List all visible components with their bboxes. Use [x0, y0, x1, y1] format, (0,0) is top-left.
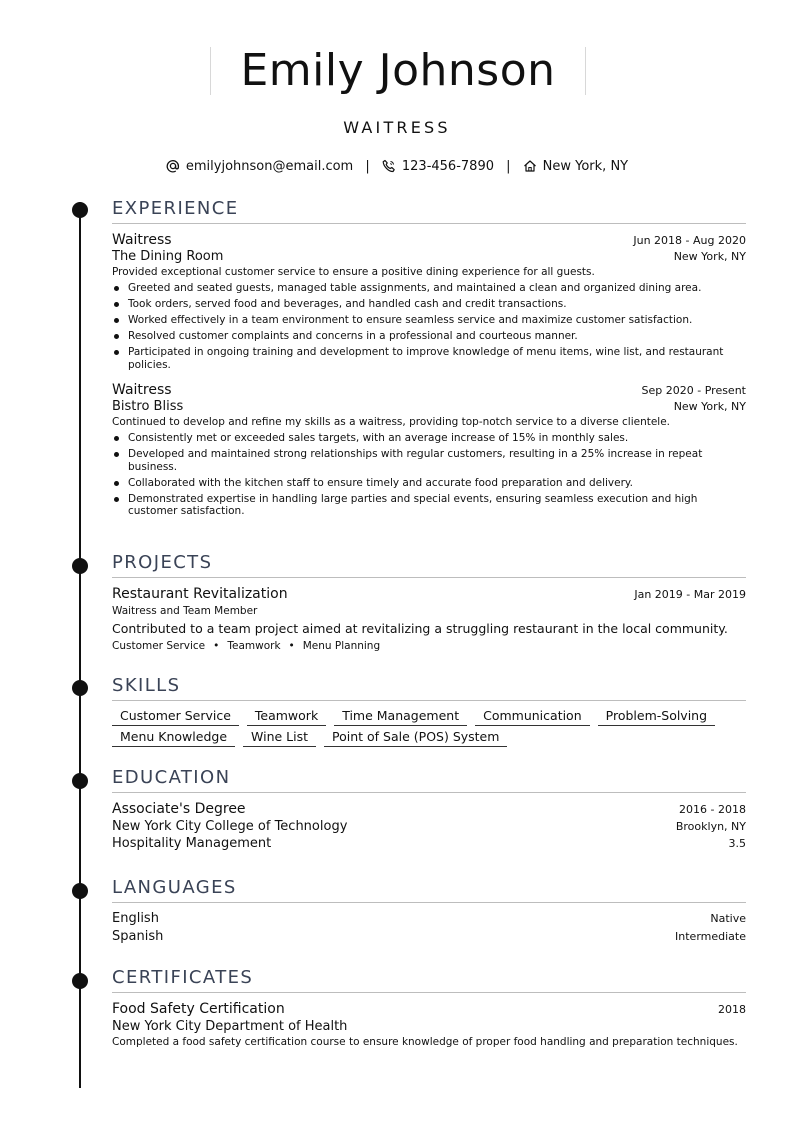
timeline-dot: [72, 558, 88, 574]
experience-title: Waitress: [112, 232, 172, 248]
skill-tag: Problem-Solving: [598, 707, 715, 726]
list-item: Resolved customer complaints and concerns in a professional and courteous manner.: [112, 330, 746, 343]
experience-entry: [112, 232, 746, 371]
education-field: Hospitality Management: [112, 836, 272, 851]
education-school: New York City College of Technology: [112, 819, 348, 834]
experience-location: New York, NY: [673, 400, 746, 413]
skill-tag: Menu Knowledge: [112, 728, 235, 747]
list-item: Demonstrated expertise in handling large parties and special events, ensuring seamless execution and high customer satisfaction.: [112, 493, 746, 518]
education-dates: 2016 - 2018: [679, 803, 746, 816]
keyword-separator: •: [288, 640, 295, 652]
list-item: Participated in ongoing training and development to improve knowledge of menu items, wine list, and restaurant policies.: [112, 346, 746, 371]
experience-dates: Sep 2020 - Present: [641, 384, 746, 397]
project-name: Restaurant Revitalization: [112, 586, 288, 602]
experience-company: The Dining Room: [112, 249, 224, 264]
project-dates: Jan 2019 - Mar 2019: [634, 588, 746, 601]
skill-tag: Wine List: [243, 728, 316, 747]
at-icon: [166, 159, 180, 177]
contact-line: [0, 159, 794, 177]
candidate-name: Emily Johnson: [240, 45, 556, 96]
contact-email[interactable]: emilyjohnson@email.com: [185, 159, 354, 174]
section-title: EDUCATION: [112, 766, 746, 793]
skill-tag: Communication: [475, 707, 590, 726]
contact-separator: |: [506, 159, 511, 174]
skills-list: [112, 707, 746, 747]
timeline-dot: [72, 680, 88, 696]
section-title: SKILLS: [112, 674, 746, 701]
timeline-line: [79, 202, 81, 1088]
timeline-dot: [72, 773, 88, 789]
education-degree: Associate's Degree: [112, 801, 246, 817]
experience-section: [112, 197, 746, 521]
experience-bullets: [112, 282, 746, 371]
section-title: CERTIFICATES: [112, 966, 746, 993]
project-keyword: Teamwork: [227, 640, 281, 652]
timeline-dot: [72, 883, 88, 899]
name-block: [210, 47, 586, 95]
certificate-issuer: New York City Department of Health: [112, 1019, 348, 1034]
experience-title: Waitress: [112, 382, 172, 398]
project-keywords: [112, 640, 746, 652]
project-description: Contributed to a team project aimed at revitalizing a struggling restaurant in the local community.: [112, 621, 728, 636]
contact-separator: |: [365, 159, 370, 174]
languages-section: [112, 876, 746, 944]
certificate-description: Completed a food safety certification course to ensure knowledge of proper food handling and preparation techniques.: [112, 1036, 738, 1048]
list-item: Consistently met or exceeded sales targets, with an average increase of 15% in monthly sales.: [112, 432, 746, 445]
contact-phone[interactable]: 123-456-7890: [401, 159, 494, 174]
skill-tag: Time Management: [334, 707, 467, 726]
experience-bullets: [112, 432, 746, 518]
experience-company: Bistro Bliss: [112, 399, 184, 414]
section-title: EXPERIENCE: [112, 197, 746, 224]
contact-location: New York, NY: [542, 159, 629, 174]
job-title: WAITRESS: [343, 118, 451, 137]
language-name: English: [112, 911, 159, 926]
language-name: Spanish: [112, 929, 164, 944]
education-gpa: 3.5: [728, 837, 746, 850]
timeline-dot: [72, 202, 88, 218]
list-item: Collaborated with the kitchen staff to ensure timely and accurate food preparation and delivery.: [112, 477, 746, 490]
certificate-year: 2018: [718, 1003, 746, 1016]
section-title: PROJECTS: [112, 551, 746, 578]
skill-tag: Point of Sale (POS) System: [324, 728, 507, 747]
list-item: Took orders, served food and beverages, and handled cash and credit transactions.: [112, 298, 746, 311]
skill-tag: Customer Service: [112, 707, 239, 726]
language-level: Intermediate: [675, 930, 746, 943]
experience-summary: Continued to develop and refine my skills as a waitress, providing top-notch service to a diverse clientele.: [112, 416, 671, 428]
timeline-dot: [72, 973, 88, 989]
education-section: [112, 766, 746, 851]
experience-location: New York, NY: [673, 250, 746, 263]
certificates-section: [112, 966, 746, 1049]
project-role: Waitress and Team Member: [112, 605, 258, 617]
skills-section: [112, 674, 746, 749]
project-keyword: Menu Planning: [302, 640, 381, 652]
certificate-name: Food Safety Certification: [112, 1001, 285, 1017]
skill-tag: Teamwork: [247, 707, 326, 726]
section-title: LANGUAGES: [112, 876, 746, 903]
language-level: Native: [710, 912, 746, 925]
list-item: Greeted and seated guests, managed table assignments, and maintained a clean and organized dining area.: [112, 282, 746, 295]
experience-summary: Provided exceptional customer service to ensure a positive dining experience for all guests.: [112, 266, 595, 278]
phone-icon: [382, 159, 396, 177]
projects-section: [112, 551, 746, 652]
project-keyword: Customer Service: [112, 640, 206, 652]
keyword-separator: •: [213, 640, 220, 652]
list-item: Worked effectively in a team environment to ensure seamless service and maximize customer satisfaction.: [112, 314, 746, 327]
education-location: Brooklyn, NY: [675, 820, 746, 833]
list-item: Developed and maintained strong relationships with regular customers, resulting in a 25% increase in repeat business.: [112, 448, 746, 473]
home-icon: [523, 159, 537, 177]
experience-entry: [112, 382, 746, 518]
experience-dates: Jun 2018 - Aug 2020: [633, 234, 746, 247]
